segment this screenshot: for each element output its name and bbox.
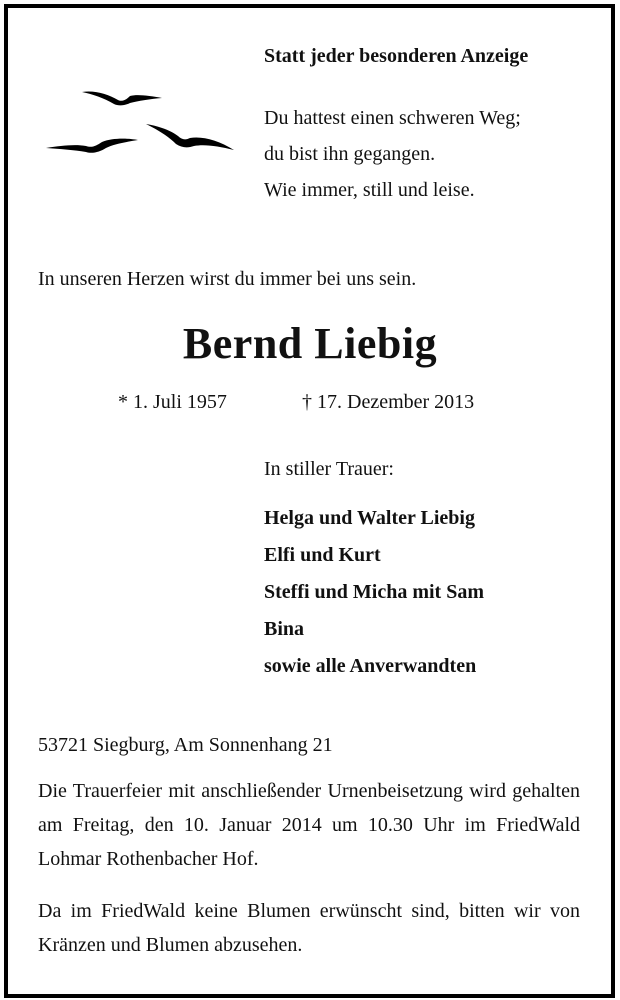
flowers-paragraph: Da im FriedWald keine Blumen erwünscht sind, bitten wir von Kränzen und Blumen abzusehen. [38,900,580,956]
deceased-name: Bernd Liebig [182,319,438,368]
ceremony-paragraph: Die Trauerfeier mit anschließender Urnenbeisetzung wird gehalten am Freitag, den 10. Januar 2014 um 10.30 Uhr im FriedWald Lohmar Rothenbacher Hof. [38,780,580,870]
mourner-item: Steffi und Micha mit Sam [264,581,484,603]
death-date: † 17. Dezember 2013 [302,391,475,413]
mourner-item: Helga und Walter Liebig [264,507,475,529]
flying-birds-icon [42,82,238,162]
address: 53721 Siegburg, Am Sonnenhang 21 [38,734,333,756]
notice-heading: Statt jeder besonderen Anzeige [264,45,529,67]
poem-line: du bist ihn gegangen. [264,143,436,165]
poem-line: Du hattest einen schweren Weg; [264,107,521,129]
mourning-label: In stiller Trauer: [264,458,394,480]
mourners-list [264,500,484,685]
mourner-item: Bina [264,618,305,640]
birth-date: * 1. Juli 1957 [118,391,227,413]
poem-line: Wie immer, still und leise. [264,179,475,201]
hearts-line: In unseren Herzen wirst du immer bei uns sein. [38,268,417,290]
mourner-item: Elfi und Kurt [264,544,381,566]
mourner-item: sowie alle Anverwandten [264,655,477,677]
poem [264,100,521,208]
